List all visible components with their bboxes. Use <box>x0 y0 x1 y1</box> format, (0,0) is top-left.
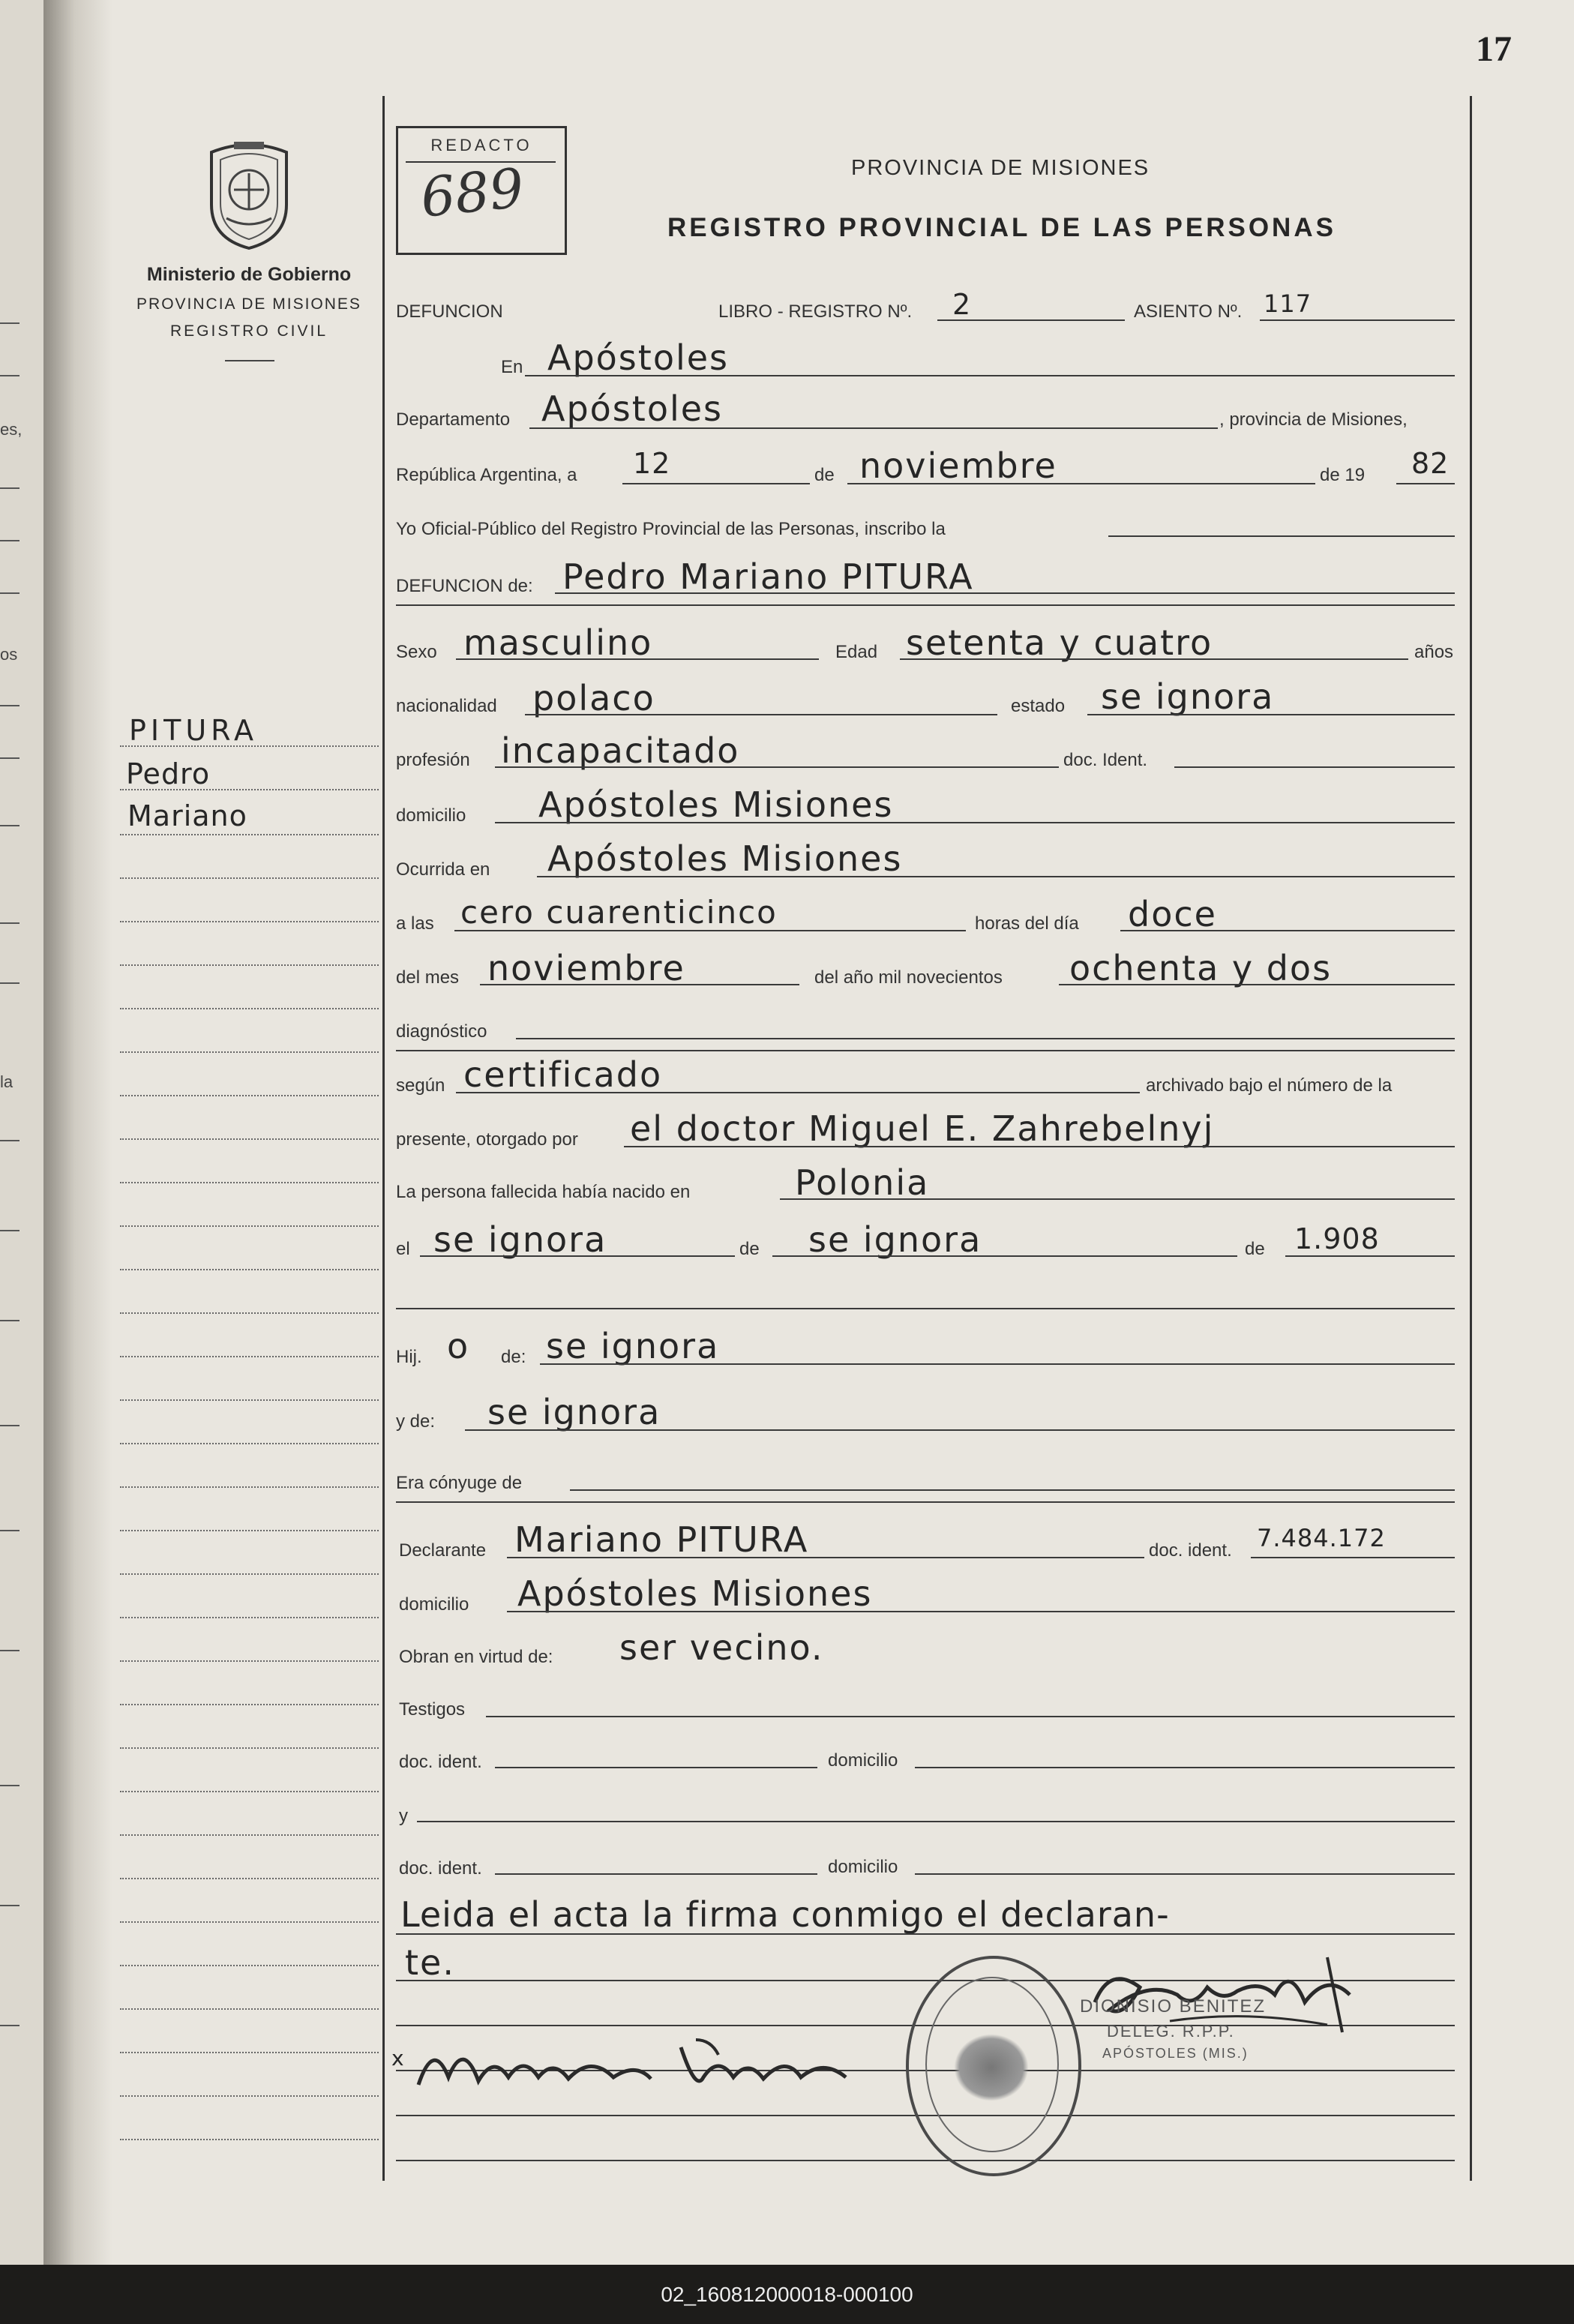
republica-label: República Argentina, a <box>396 465 577 485</box>
hijo-de-label: de: <box>501 1347 526 1367</box>
prev-page-dash <box>0 1425 19 1426</box>
domicilio-line <box>495 822 1455 823</box>
libro-label: LIBRO - REGISTRO Nº. <box>718 301 913 322</box>
t2-doc-line <box>495 1873 817 1875</box>
prev-page-dash <box>0 922 19 924</box>
prev-page-dash <box>0 592 19 594</box>
provincial-coat-of-arms-icon <box>196 137 301 250</box>
header-province: PROVINCIA DE MISIONES <box>851 156 1150 180</box>
oficial-line <box>1108 535 1455 537</box>
archivado-label: archivado bajo el número de la <box>1146 1075 1393 1096</box>
prev-page-dash <box>0 982 19 984</box>
previous-page-edge <box>0 0 46 2265</box>
ocurrida-label: Ocurrida en <box>396 859 490 880</box>
margin-rule <box>120 2008 379 2010</box>
hijo-label: Hij. <box>396 1347 422 1367</box>
decl-dom-line <box>507 1611 1455 1612</box>
de-label: de <box>814 465 835 485</box>
margin-rule <box>120 1791 379 1792</box>
obran-value: ser vecino. <box>619 1627 824 1668</box>
segun-line <box>456 1092 1140 1093</box>
margin-rule <box>120 921 379 922</box>
margin-rule <box>120 1356 379 1357</box>
nacionalidad-label: nacionalidad <box>396 696 497 716</box>
ministry-label: Ministerio de Gobierno <box>146 264 352 285</box>
decl-doc-value: 7.484.172 <box>1257 1524 1386 1552</box>
edad-value: setenta y cuatro <box>906 622 1213 663</box>
prev-page-fragment: la <box>0 1072 13 1091</box>
official-place: APÓSTOLES (MIS.) <box>1102 2046 1249 2061</box>
margin-rule <box>120 1834 379 1836</box>
estado-line <box>1087 714 1455 715</box>
nacionalidad-value: polaco <box>532 678 655 718</box>
prev-page-fragment: os <box>0 645 18 664</box>
de19-label: de 19 <box>1320 465 1366 485</box>
difunto-line <box>555 592 1455 594</box>
defuncion-type-label: DEFUNCION <box>396 301 503 322</box>
registry-label-left: REGISTRO CIVIL <box>169 322 328 340</box>
nac-de-label: de <box>739 1239 760 1259</box>
segun-label: según <box>396 1075 445 1096</box>
en-value: Apóstoles <box>547 337 730 378</box>
y-line <box>417 1821 1455 1822</box>
edad-label: Edad <box>835 642 878 662</box>
header-divider <box>225 360 274 361</box>
padre-value: se ignora <box>546 1326 720 1366</box>
left-margin-rule <box>382 96 385 2181</box>
decl-dom-value: Apóstoles Misiones <box>517 1573 873 1614</box>
prev-page-dash <box>0 1230 19 1231</box>
sexo-value: masculino <box>463 622 653 663</box>
defuncion-de-label: DEFUNCION de: <box>396 576 533 596</box>
redacto-box <box>396 126 567 255</box>
closing-rule-1 <box>396 1933 1455 1935</box>
profesion-label: profesión <box>396 750 470 770</box>
anio-texto-line <box>1059 984 1455 985</box>
diagnostico-line-2 <box>396 1050 1455 1051</box>
declarante-line <box>507 1557 1144 1558</box>
sexo-line <box>456 658 819 660</box>
prev-page-dash <box>0 1905 19 1906</box>
conyuge-line <box>570 1489 1455 1491</box>
horas-label: horas del día <box>975 913 1079 934</box>
t2-doc-label: doc. ident. <box>399 1858 482 1879</box>
margin-rule <box>120 834 379 835</box>
margin-rule <box>120 1747 379 1749</box>
departamento-label: Departamento <box>396 409 511 430</box>
estado-value: se ignora <box>1101 676 1275 717</box>
t1-doc-label: doc. ident. <box>399 1752 482 1772</box>
margin-rule <box>120 1486 379 1488</box>
margin-rule <box>120 1225 379 1227</box>
domicilio-value: Apóstoles Misiones <box>538 784 894 825</box>
margin-rule <box>120 1660 379 1662</box>
ocurrida-line <box>537 876 1455 877</box>
dia-texto-value: doce <box>1128 894 1217 934</box>
binding-gutter <box>43 0 112 2265</box>
hora-line <box>454 930 966 931</box>
margin-middlename: Mariano <box>127 799 247 832</box>
header-registry: REGISTRO PROVINCIAL DE LAS PERSONAS <box>667 213 1336 242</box>
nac-anio-line <box>1285 1255 1455 1257</box>
t1-dom-label: domicilio <box>828 1750 898 1771</box>
en-label: En <box>501 357 523 377</box>
dia-texto-line <box>1120 930 1455 931</box>
medico-line <box>624 1146 1455 1147</box>
t1-dom-line <box>915 1767 1455 1768</box>
prev-page-dash <box>0 375 19 376</box>
mes-line <box>847 483 1315 484</box>
margin-rule <box>120 1878 379 1879</box>
edad-line <box>900 658 1408 660</box>
prev-page-dash <box>0 1650 19 1651</box>
departamento-value: Apóstoles <box>541 388 724 429</box>
margin-rule <box>120 1312 379 1314</box>
margin-firstname: Pedro <box>126 757 211 790</box>
prev-page-dash <box>0 322 19 324</box>
scan-identifier: 02_160812000018-000100 <box>661 2283 913 2306</box>
prev-page-dash <box>0 487 19 489</box>
conyuge-line-2 <box>396 1501 1455 1503</box>
decl-doc-line <box>1251 1557 1455 1558</box>
margin-surname: PITURA <box>129 714 259 747</box>
prev-page-dash <box>0 2025 19 2026</box>
closing-rule-6 <box>396 2160 1455 2161</box>
nac-mes-value: se ignora <box>808 1219 982 1260</box>
closing-line-1: Leida el acta la firma conmigo el declaran- <box>400 1894 1170 1935</box>
testigos-line <box>486 1716 1455 1717</box>
anio-value: 82 <box>1411 447 1450 480</box>
doc-ident-line <box>1174 766 1455 768</box>
ocurrida-value: Apóstoles Misiones <box>547 838 903 879</box>
profesion-value: incapacitado <box>501 730 740 771</box>
difunto-line-2 <box>396 604 1455 606</box>
redacto-label: REDACTO <box>430 136 532 154</box>
departamento-line <box>529 427 1218 429</box>
hijo-value: o <box>447 1326 470 1366</box>
alas-label: a las <box>396 913 434 934</box>
nacido-value: Polonia <box>795 1162 930 1203</box>
margin-rule <box>120 2139 379 2140</box>
t1-doc-line <box>495 1767 817 1768</box>
prev-page-dash <box>0 1530 19 1531</box>
nacido-label: La persona fallecida había nacido en <box>396 1182 691 1202</box>
seal-emblem-icon <box>954 2034 1029 2101</box>
margin-rule <box>120 1095 379 1096</box>
decl-doc-label: doc. ident. <box>1149 1540 1232 1561</box>
anio-texto-value: ochenta y dos <box>1069 948 1333 988</box>
margin-rule <box>120 1530 379 1531</box>
nac-anio-value: 1.908 <box>1294 1222 1380 1255</box>
margin-rule <box>120 745 379 747</box>
margin-rule <box>120 1399 379 1401</box>
asiento-value: 117 <box>1264 289 1312 318</box>
signature-mark: x <box>391 2046 405 2071</box>
prev-page-dash <box>0 825 19 826</box>
decl-dom-label: domicilio <box>399 1594 469 1615</box>
nac-dia-value: se ignora <box>433 1219 607 1260</box>
margin-rule <box>120 1008 379 1009</box>
nac-mes-line <box>772 1255 1237 1257</box>
libro-value: 2 <box>952 288 972 321</box>
prev-page-dash <box>0 757 19 759</box>
nac-blank-line <box>396 1308 1455 1309</box>
anomil-label: del año mil novecientos <box>814 967 1003 988</box>
margin-rule <box>120 1921 379 1923</box>
declarante-value: Mariano PITURA <box>514 1519 809 1560</box>
prev-page-fragment: es, <box>0 420 22 439</box>
el-label: el <box>396 1239 410 1259</box>
madre-line <box>465 1429 1455 1431</box>
prev-page-dash <box>0 1320 19 1321</box>
estado-label: estado <box>1011 696 1066 716</box>
margin-rule <box>120 1051 379 1053</box>
obran-label: Obran en virtud de: <box>399 1647 553 1667</box>
province-label-left: PROVINCIA DE MISIONES <box>136 295 361 313</box>
delmes-label: del mes <box>396 967 460 988</box>
margin-rule <box>120 1617 379 1618</box>
yde-label: y de: <box>396 1411 436 1432</box>
declarant-signature <box>396 2025 876 2107</box>
asiento-line <box>1260 319 1455 321</box>
mes2-value: noviembre <box>487 948 685 988</box>
prev-page-dash <box>0 1785 19 1786</box>
asiento-label: ASIENTO Nº. <box>1134 301 1243 322</box>
closing-line-2: te. <box>405 1942 455 1983</box>
madre-value: se ignora <box>487 1392 661 1432</box>
declarante-label: Declarante <box>399 1540 487 1561</box>
margin-rule <box>120 1704 379 1705</box>
nac-dia-line <box>420 1255 735 1257</box>
anos-label: años <box>1414 642 1454 662</box>
margin-rule <box>120 1443 379 1444</box>
t2-dom-line <box>915 1873 1455 1875</box>
sexo-label: Sexo <box>396 642 437 662</box>
dia-line <box>622 483 810 484</box>
mes-value: noviembre <box>859 445 1057 486</box>
domicilio-label: domicilio <box>396 805 466 826</box>
margin-rule <box>120 1965 379 1966</box>
segun-value: certificado <box>463 1054 663 1095</box>
oficial-text: Yo Oficial-Público del Registro Provincial de las Personas, inscribo la <box>396 519 946 539</box>
nacido-line <box>780 1198 1455 1200</box>
margin-rule <box>120 2052 379 2053</box>
profesion-line <box>495 766 1059 768</box>
testigos-label: Testigos <box>399 1699 466 1720</box>
margin-rule <box>120 789 379 790</box>
diagnostico-line <box>516 1038 1455 1039</box>
provincia-label: , provincia de Misiones, <box>1219 409 1408 430</box>
margin-rule <box>120 2095 379 2097</box>
margin-rule <box>120 1138 379 1140</box>
t2-dom-label: domicilio <box>828 1857 898 1877</box>
margin-rule <box>120 1269 379 1270</box>
medico-value: el doctor Miguel E. Zahrebelnyj <box>630 1108 1215 1149</box>
nacionalidad-line <box>525 714 997 715</box>
y-label: y <box>399 1806 408 1826</box>
presente-label: presente, otorgado por <box>396 1129 578 1150</box>
margin-rule <box>120 964 379 966</box>
prev-page-dash <box>0 705 19 706</box>
diagnostico-label: diagnóstico <box>396 1021 487 1042</box>
padre-line <box>540 1363 1455 1365</box>
en-line <box>525 375 1455 376</box>
official-seal-stamp <box>906 1956 1081 2176</box>
libro-line <box>937 319 1125 321</box>
mes2-line <box>480 984 799 985</box>
right-margin-rule <box>1470 96 1472 2181</box>
nac-de2-label: de <box>1245 1239 1265 1259</box>
difunto-value: Pedro Mariano PITURA <box>562 556 974 597</box>
conyuge-label: Era cónyuge de <box>396 1473 523 1493</box>
page-number: 17 <box>1476 29 1512 69</box>
prev-page-dash <box>0 540 19 541</box>
official-name: DIONISIO BENITEZ <box>1080 1996 1267 2017</box>
margin-rule <box>120 877 379 879</box>
anio-line <box>1396 483 1455 484</box>
dia-value: 12 <box>633 447 671 480</box>
margin-rule <box>120 1182 379 1183</box>
margin-rule <box>120 1573 379 1575</box>
prev-page-dash <box>0 1140 19 1141</box>
hora-value: cero cuarenticinco <box>460 894 778 931</box>
doc-ident-label: doc. Ident. <box>1063 750 1148 770</box>
official-title: DELEG. R.P.P. <box>1107 2022 1235 2041</box>
redacto-number: 689 <box>417 156 527 229</box>
